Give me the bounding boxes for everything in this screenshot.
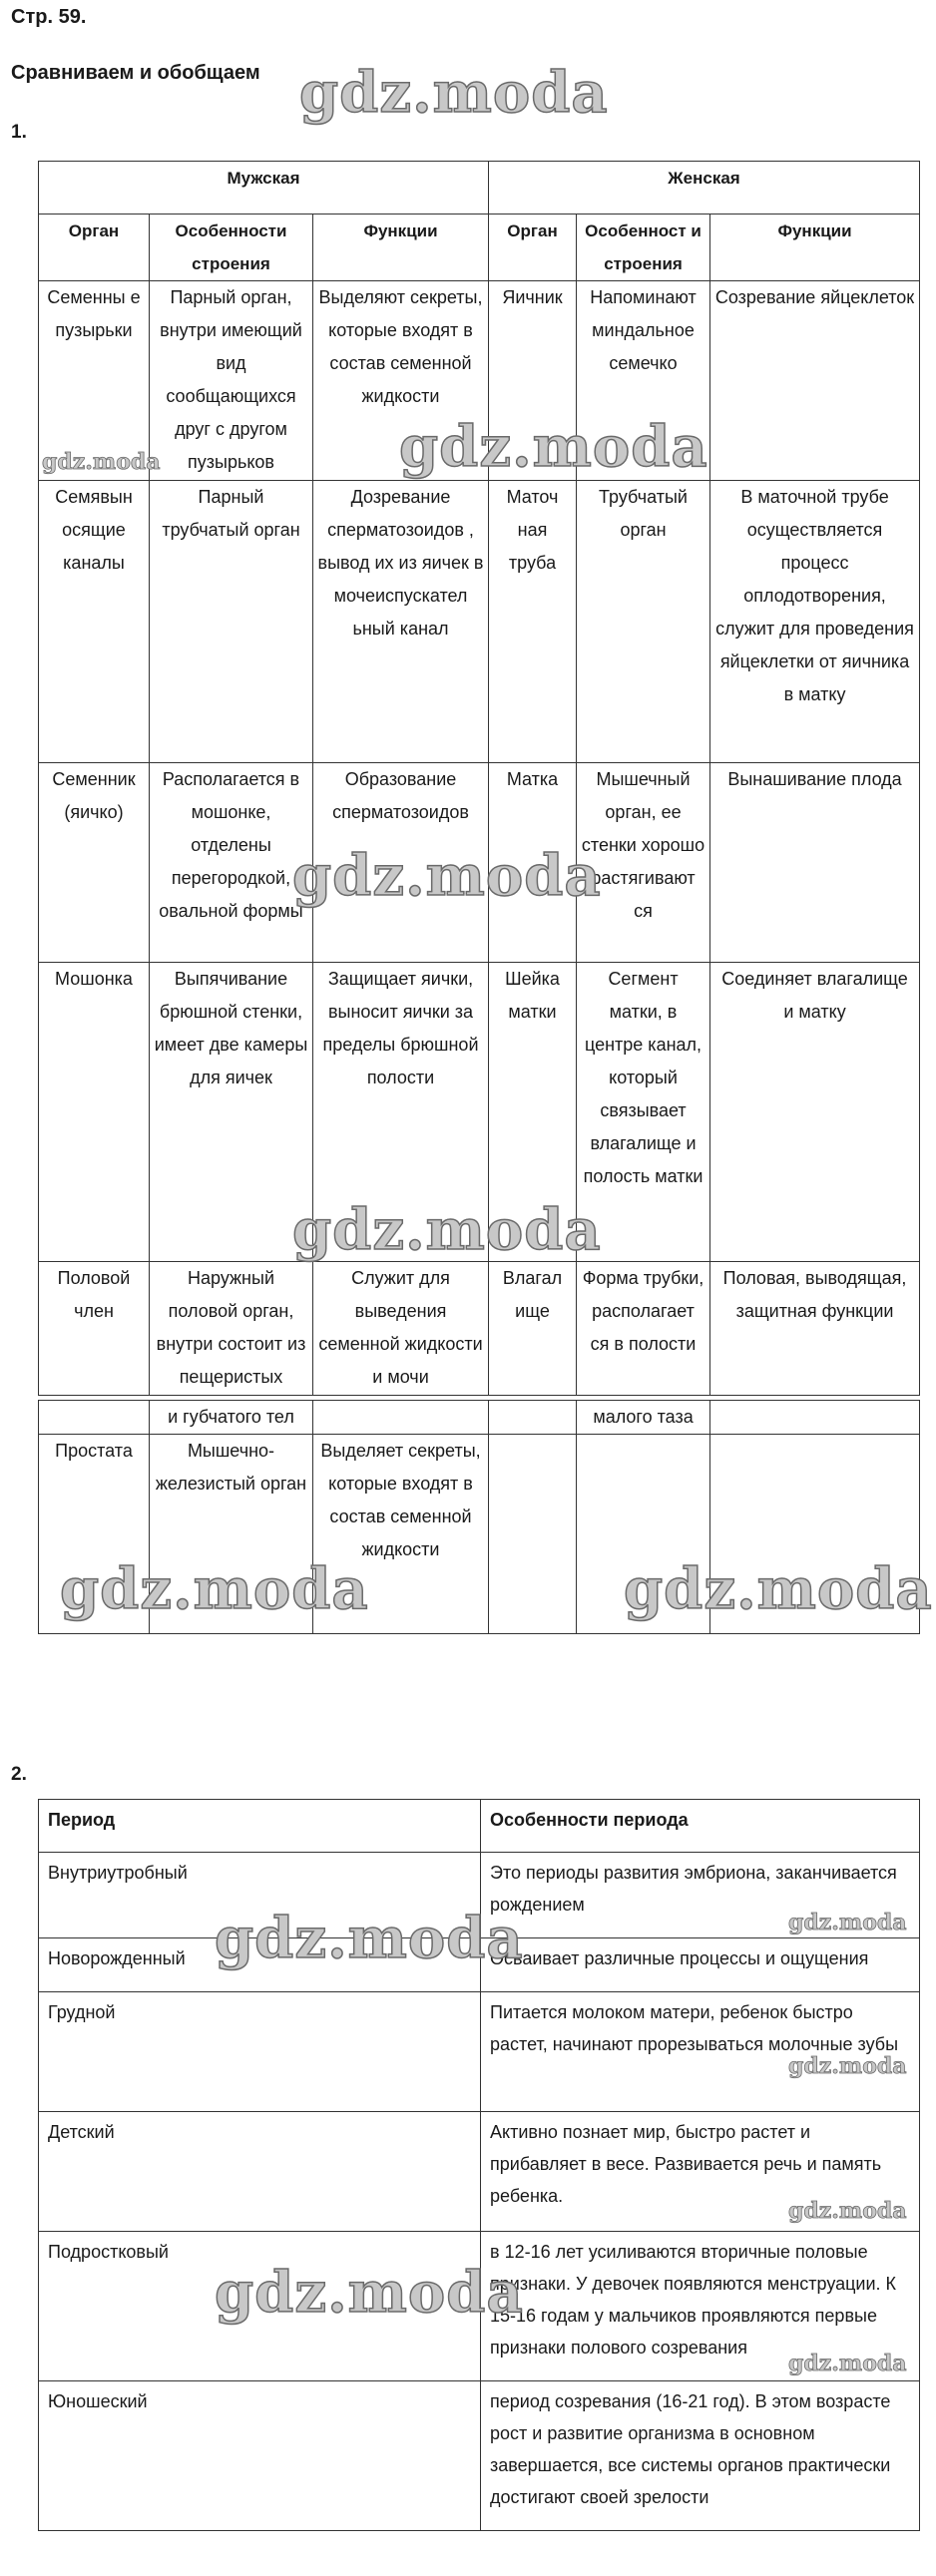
reproductive-organs-table <box>38 161 920 1634</box>
watermark: gdz.moda <box>292 1197 602 1263</box>
table-cell: Соединяет влагалище и матку <box>710 963 920 1262</box>
table-cell: Питается молоком матери, ребенок быстро растет, начинают прорезываться молочные зубы <box>481 1992 920 2112</box>
table-cell: Выделяет секреты, которые входят в состав семенной жидкости <box>313 1435 489 1634</box>
table-row <box>39 2232 920 2381</box>
table-cell: Наружный половой орган, внутри состоит из пещеристых <box>150 1262 313 1396</box>
table-cell: Выделяют секреты, которые входят в состав семенной жидкости <box>313 281 489 481</box>
table-cell: период созревания (16-21 год). В этом возрасте рост и развитие организма в основном завершается, все системы органов практически достигают своей зрелости <box>481 2381 920 2531</box>
task-2-number: 2. <box>11 1764 27 1785</box>
table-cell: Семявын осящие каналы <box>39 481 150 763</box>
table-cell: Трубчатый орган <box>577 481 710 763</box>
col-header: Функции <box>710 215 920 281</box>
table-cell: Влагал ище <box>489 1262 577 1396</box>
task-1-number: 1. <box>11 122 27 143</box>
table-row <box>39 763 920 963</box>
table-row <box>39 2112 920 2232</box>
table-cell: Выпячивание брюшной стенки, имеет две камеры для яичек <box>150 963 313 1262</box>
table-cell: в 12-16 лет усиливаются вторичные половые признаки. У девочек появляются менструации. К 15-16 годам у мальчиков проявляются первые признаки полового созревания <box>481 2232 920 2381</box>
table-cell: Маточ ная труба <box>489 481 577 763</box>
table-cell: Юношеский <box>39 2381 481 2531</box>
watermark: gdz.moda <box>788 2351 907 2376</box>
table-row <box>39 1938 920 1992</box>
table-cell: Грудной <box>39 1992 481 2112</box>
table-row <box>39 963 920 1262</box>
table-cell: Матка <box>489 763 577 963</box>
female-header: Женская <box>489 162 920 215</box>
watermark: gdz.moda <box>788 2053 907 2079</box>
section-title: Сравниваем и обобщаем <box>11 62 260 84</box>
table-cell: Форма трубки, располагает ся в полости <box>577 1262 710 1396</box>
table-cell: Дозревание сперматозоидов , вывод их из яичек в мочеиспускател ьный канал <box>313 481 489 763</box>
watermark: gdz.moda <box>624 1556 933 1622</box>
table-cell <box>489 1435 577 1634</box>
col-header: Период <box>39 1800 481 1853</box>
table-cell: Вынашивание плода <box>710 763 920 963</box>
table-cell: Парный трубчатый орган <box>150 481 313 763</box>
page-header: Стр. 59. <box>11 6 87 28</box>
table-cell: Образование сперматозоидов <box>313 763 489 963</box>
table-cell: Сегмент матки, в центре канал, который связывает влагалище и полость матки <box>577 963 710 1262</box>
table-row <box>39 281 920 481</box>
table-cell: Мошонка <box>39 963 150 1262</box>
table-cell: малого таза <box>577 1401 710 1435</box>
col-header: Особенности периода <box>481 1800 920 1853</box>
table-row <box>39 1435 920 1634</box>
table-cell: Защищает яички, выносит яички за пределы брюшной полости <box>313 963 489 1262</box>
watermark: gdz.moda <box>788 2198 907 2224</box>
watermark: gdz.moda <box>215 1906 524 1971</box>
table-cell <box>489 1401 577 1435</box>
table-cell <box>710 1401 920 1435</box>
table-row <box>39 1262 920 1396</box>
table-cell: Яичник <box>489 281 577 481</box>
table-cell: Располагается в мошонке, отделены перегородкой, овальной формы <box>150 763 313 963</box>
table-row <box>39 481 920 763</box>
watermark: gdz.moda <box>60 1556 369 1622</box>
watermark: gdz.moda <box>42 449 161 475</box>
table-cell: Новорожденный <box>39 1938 481 1992</box>
table-cell: Семенник (яичко) <box>39 763 150 963</box>
table-cell: Мышечно-железистый орган <box>150 1435 313 1634</box>
table-cell: Детский <box>39 2112 481 2232</box>
table-row <box>39 1992 920 2112</box>
col-header: Орган <box>489 215 577 281</box>
watermark: gdz.moda <box>788 1910 907 1935</box>
table-cell: Подростковый <box>39 2232 481 2381</box>
col-header: Функции <box>313 215 489 281</box>
watermark: gdz.moda <box>399 414 708 480</box>
watermark: gdz.moda <box>292 843 602 909</box>
table-cell <box>577 1435 710 1634</box>
table-row <box>39 1401 920 1435</box>
watermark: gdz.moda <box>299 60 609 126</box>
table-cell: Половая, выводящая, защитная функции <box>710 1262 920 1396</box>
col-header: Орган <box>39 215 150 281</box>
table-cell <box>39 1401 150 1435</box>
table-cell: Созревание яйцеклеток <box>710 281 920 481</box>
table-cell: Простата <box>39 1435 150 1634</box>
table-cell: Внутриутробный <box>39 1853 481 1938</box>
table-cell: Активно познает мир, быстро растет и прибавляет в весе. Развивается речь и память ребенка. <box>481 2112 920 2232</box>
table-cell: Осваивает различные процессы и ощущения <box>481 1938 920 1992</box>
table-cell: Напоминают миндальное семечко <box>577 281 710 481</box>
table-cell <box>313 1401 489 1435</box>
development-periods-table <box>38 1799 920 2531</box>
col-header: Особенности строения <box>150 215 313 281</box>
table-cell: Шейка матки <box>489 963 577 1262</box>
table-cell: и губчатого тел <box>150 1401 313 1435</box>
male-header: Мужская <box>39 162 489 215</box>
table-cell: Половой член <box>39 1262 150 1396</box>
table-cell: Служит для выведения семенной жидкости и мочи <box>313 1262 489 1396</box>
col-header: Особенност и строения <box>577 215 710 281</box>
watermark: gdz.moda <box>215 2260 524 2326</box>
table-cell: В маточной трубе осуществляется процесс оплодотворения, служит для проведения яйцеклетки от яичника в матку <box>710 481 920 763</box>
table-cell: Это периоды развития эмбриона, заканчивается рождением <box>481 1853 920 1938</box>
table-cell: Мышечный орган, ее стенки хорошо растягивают ся <box>577 763 710 963</box>
table-cell: Парный орган, внутри имеющий вид сообщающихся друг с другом пузырьков <box>150 281 313 481</box>
table-row <box>39 1853 920 1938</box>
table-cell <box>710 1435 920 1634</box>
table-cell: Семенны е пузырьки <box>39 281 150 481</box>
table-row <box>39 2381 920 2531</box>
